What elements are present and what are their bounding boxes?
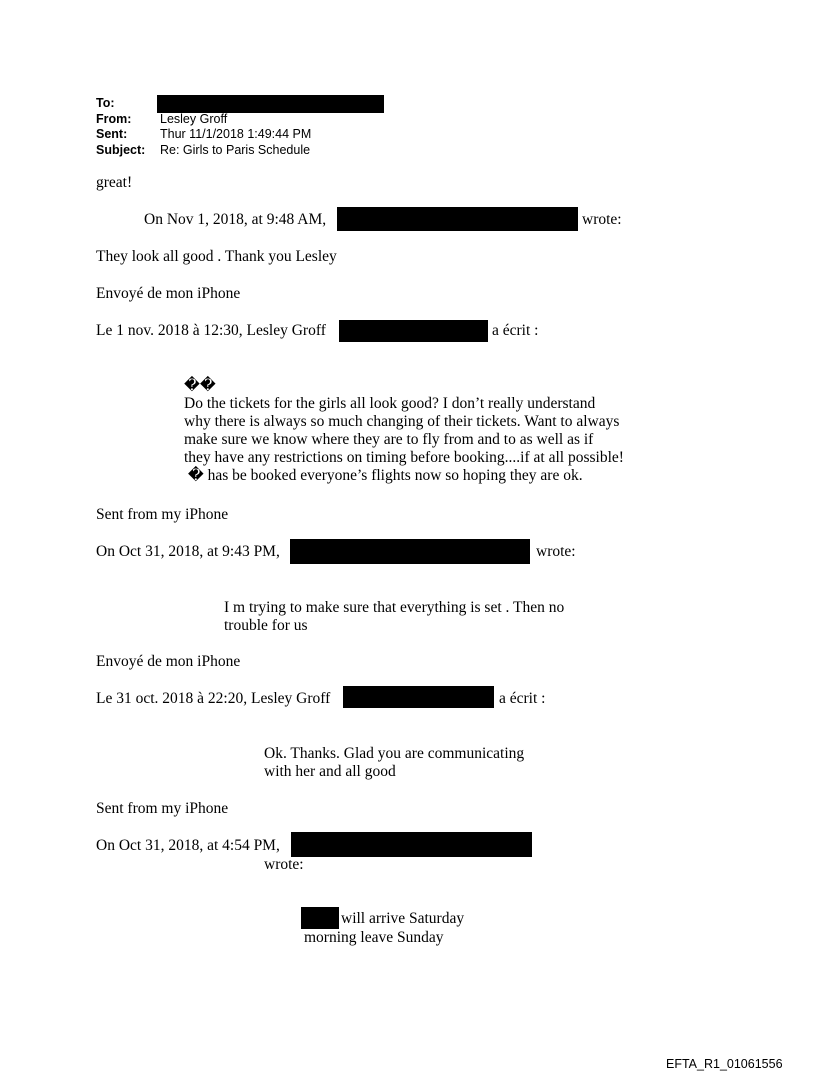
subject-label: Subject: — [96, 143, 146, 157]
quote-2-line: trouble for us — [224, 617, 308, 634]
redaction-le2 — [343, 686, 494, 708]
from-value: Lesley Groff — [160, 112, 228, 126]
quote-2 — [224, 599, 624, 635]
quote-3-line: with her and all good — [264, 763, 396, 780]
le1-attribution: Le 1 nov. 2018 à 12:30, Lesley Groff — [96, 322, 326, 339]
le1-ecrit: a écrit : — [492, 322, 539, 339]
look-good-text: They look all good . Thank you Lesley — [96, 248, 337, 265]
redaction-nov1 — [337, 207, 578, 231]
redaction-le1 — [339, 320, 488, 342]
redaction-to — [157, 95, 384, 113]
quote-1-line: they have any restrictions on timing before booking....if at all possible! — [184, 449, 624, 466]
sent-from-text-2: Sent from my iPhone — [96, 800, 229, 817]
oct31a-wrote: wrote: — [536, 543, 576, 560]
sent-value: Thur 11/1/2018 1:49:44 PM — [160, 127, 312, 141]
nov1-attribution: On Nov 1, 2018, at 9:48 AM, — [144, 211, 327, 228]
le2-attribution: Le 31 oct. 2018 à 22:20, Lesley Groff — [96, 690, 331, 707]
quote-4-line: morning leave Sunday — [304, 929, 444, 946]
sent-from-text-1: Sent from my iPhone — [96, 506, 229, 523]
subject-value: Re: Girls to Paris Schedule — [160, 143, 311, 157]
oct31a-attribution: On Oct 31, 2018, at 9:43 PM, — [96, 543, 280, 560]
envoye-text-2: Envoyé de mon iPhone — [96, 653, 241, 670]
envoye-text-1: Envoyé de mon iPhone — [96, 285, 241, 302]
quote-1-line: make sure we know where they are to fly from and to as well as if — [184, 431, 594, 448]
sent-label: Sent: — [96, 127, 128, 141]
redaction-oct31b — [291, 832, 532, 857]
quote-2-line: I m trying to make sure that everything is set . Then no — [224, 599, 565, 616]
to-label: To: — [96, 96, 115, 110]
great-text: great! — [96, 174, 133, 191]
oct31b-attribution: On Oct 31, 2018, at 4:54 PM, — [96, 837, 280, 854]
quote-1 — [184, 377, 654, 485]
quote-1-line: Do the tickets for the girls all look good? I don’t really understand — [184, 395, 596, 412]
quote-4-line: will arrive Saturday — [341, 910, 465, 927]
le2-ecrit: a écrit : — [499, 690, 546, 707]
document-id: EFTA_R1_01061556 — [666, 1057, 783, 1071]
redaction-name — [301, 907, 339, 929]
nov1-wrote: wrote: — [582, 211, 622, 228]
quote-3-line: Ok. Thanks. Glad you are communicating — [264, 745, 525, 762]
from-label: From: — [96, 112, 132, 126]
quote-1-line: � has be booked everyone’s flights now so hoping they are ok. — [184, 467, 583, 484]
quote-1-marks: �� — [184, 377, 216, 394]
oct31b-wrote: wrote: — [264, 856, 304, 873]
redaction-oct31a — [290, 539, 530, 564]
quote-3 — [264, 745, 594, 781]
quote-1-line: why there is always so much changing of their tickets. Want to always — [184, 413, 620, 430]
